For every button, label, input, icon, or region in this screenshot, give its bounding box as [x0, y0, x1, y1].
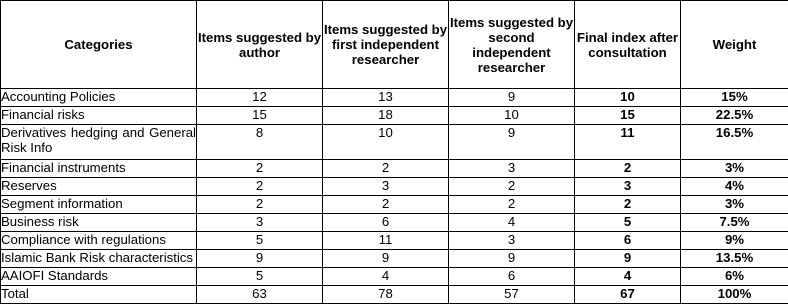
table-row [1, 268, 788, 286]
header-categories: Categories [1, 1, 197, 89]
second-researcher-cell: 6 [449, 268, 575, 286]
first-researcher-cell: 9 [323, 250, 449, 268]
final-index-cell: 10 [575, 89, 681, 107]
first-researcher-cell: 6 [323, 214, 449, 232]
second-researcher-cell: 3 [449, 160, 575, 178]
final-index-total: 67 [575, 286, 681, 304]
second-researcher-cell: 2 [449, 196, 575, 214]
header-items-first-researcher: Items suggested by first independent researcher [323, 1, 449, 89]
weight-cell: 13.5% [681, 250, 788, 268]
final-index-cell: 11 [575, 125, 681, 160]
first-researcher-cell: 2 [323, 160, 449, 178]
first-researcher-total: 78 [323, 286, 449, 304]
second-researcher-cell: 9 [449, 89, 575, 107]
final-index-cell: 2 [575, 196, 681, 214]
author-cell: 2 [197, 160, 323, 178]
table-row [1, 89, 788, 107]
weight-total: 100% [681, 286, 788, 304]
category-cell: Financial instruments [1, 160, 197, 178]
author-cell: 5 [197, 232, 323, 250]
final-index-cell: 5 [575, 214, 681, 232]
second-researcher-total: 57 [449, 286, 575, 304]
second-researcher-cell: 10 [449, 107, 575, 125]
first-researcher-cell: 2 [323, 196, 449, 214]
weight-cell: 22.5% [681, 107, 788, 125]
author-cell: 15 [197, 107, 323, 125]
final-index-cell: 3 [575, 178, 681, 196]
category-cell: Islamic Bank Risk characteristics [1, 250, 197, 268]
first-researcher-cell: 18 [323, 107, 449, 125]
second-researcher-cell: 3 [449, 232, 575, 250]
final-index-cell: 2 [575, 160, 681, 178]
final-index-cell: 4 [575, 268, 681, 286]
table-row [1, 160, 788, 178]
first-researcher-cell: 4 [323, 268, 449, 286]
second-researcher-cell: 2 [449, 178, 575, 196]
first-researcher-cell: 3 [323, 178, 449, 196]
total-label: Total [1, 286, 197, 304]
category-cell: Compliance with regulations [1, 232, 197, 250]
category-cell: AAIOFI Standards [1, 268, 197, 286]
table-row [1, 107, 788, 125]
second-researcher-cell: 9 [449, 250, 575, 268]
weight-cell: 9% [681, 232, 788, 250]
weight-cell: 7.5% [681, 214, 788, 232]
weight-cell: 16.5% [681, 125, 788, 160]
final-index-cell: 15 [575, 107, 681, 125]
category-cell: Financial risks [1, 107, 197, 125]
table-row [1, 196, 788, 214]
first-researcher-cell: 10 [323, 125, 449, 160]
author-total: 63 [197, 286, 323, 304]
author-cell: 9 [197, 250, 323, 268]
header-final-index: Final index after consultation [575, 1, 681, 89]
category-cell: Reserves [1, 178, 197, 196]
second-researcher-cell: 9 [449, 125, 575, 160]
header-row [1, 1, 788, 89]
table-row [1, 125, 788, 160]
category-cell: Accounting Policies [1, 89, 197, 107]
table-row [1, 214, 788, 232]
final-index-cell: 9 [575, 250, 681, 268]
category-cell: Derivatives hedging and General Risk Info [1, 125, 197, 160]
header-items-author: Items suggested by author [197, 1, 323, 89]
final-index-cell: 6 [575, 232, 681, 250]
author-cell: 12 [197, 89, 323, 107]
first-researcher-cell: 13 [323, 89, 449, 107]
total-row [1, 286, 788, 304]
author-cell: 3 [197, 214, 323, 232]
category-cell: Segment information [1, 196, 197, 214]
first-researcher-cell: 11 [323, 232, 449, 250]
table-row [1, 178, 788, 196]
weight-cell: 15% [681, 89, 788, 107]
table-row [1, 232, 788, 250]
author-cell: 5 [197, 268, 323, 286]
header-weight: Weight [681, 1, 788, 89]
second-researcher-cell: 4 [449, 214, 575, 232]
header-items-second-researcher: Items suggested by second independent researcher [449, 1, 575, 89]
weight-cell: 4% [681, 178, 788, 196]
weight-cell: 3% [681, 160, 788, 178]
author-cell: 8 [197, 125, 323, 160]
author-cell: 2 [197, 196, 323, 214]
table-row [1, 250, 788, 268]
weight-cell: 3% [681, 196, 788, 214]
author-cell: 2 [197, 178, 323, 196]
category-cell: Business risk [1, 214, 197, 232]
weight-cell: 6% [681, 268, 788, 286]
